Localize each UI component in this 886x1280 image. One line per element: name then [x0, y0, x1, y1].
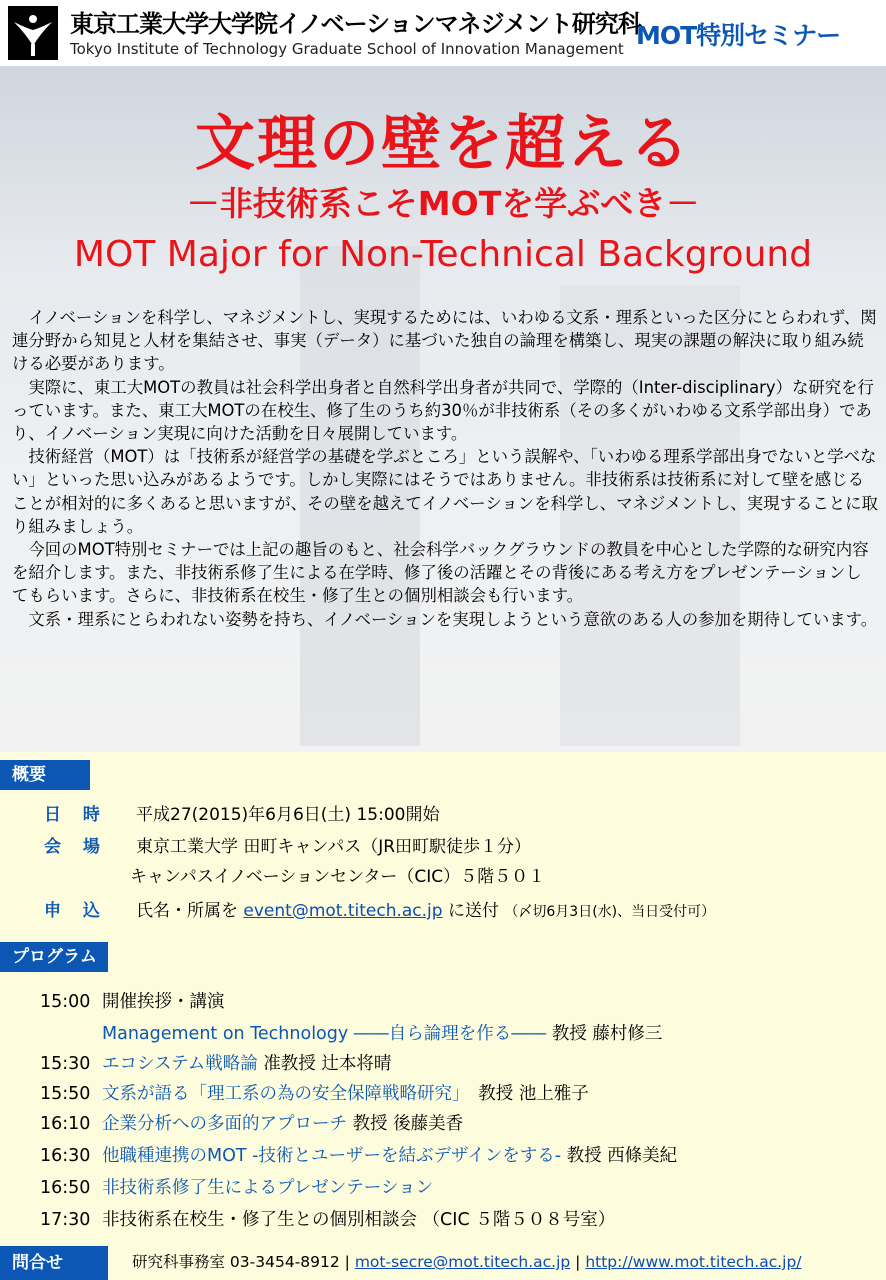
program-title: 開催挨拶・講演 [102, 992, 225, 1012]
program-item [40, 1174, 433, 1199]
contact-line [132, 1250, 802, 1272]
program-time: 15:50 [40, 1084, 91, 1104]
program-speaker: 教授 後藤美香 [352, 1114, 464, 1134]
program-time: 16:50 [40, 1178, 91, 1198]
program-item [40, 1110, 463, 1135]
venue-line-2: キャンパスイノベーションセンター（CIC）５階５０１ [130, 867, 546, 887]
program-speaker: 教授 池上雅子 [478, 1084, 589, 1104]
intro-text [12, 306, 878, 631]
program-item [102, 1020, 662, 1045]
program-title: 他職種連携のMOT -技術とユーザーを結ぶデザインをする- [102, 1146, 567, 1166]
program-speaker: 教授 藤村修三 [551, 1024, 663, 1044]
apply-suffix: に送付 [447, 901, 499, 921]
program-time: 15:30 [40, 1054, 91, 1074]
program-item [40, 988, 225, 1013]
venue-label: 会 場 [44, 837, 108, 857]
program-title: 非技術系修了生によるプレゼンテーション [102, 1178, 434, 1198]
overview-heading: 概要 [0, 760, 90, 790]
program-title: 文系が語る「理工系の為の安全保障戦略研究」 [102, 1084, 479, 1104]
program-title: Management on Technology ――自ら論理を作る―― [102, 1024, 552, 1044]
separator: | [344, 1253, 355, 1271]
date-value: 平成27(2015)年6月6日(土) 15:00開始 [136, 805, 440, 825]
intro-paragraph: イノベーションを科学し、マネジメントし、実現するためには、いわゆる文系・理系といった区分にとらわれず、関連分野から知見と人材を集結させ、事実（データ）に基づいた独自の論理を構築し、現実の課題の解決に取り組み続ける必要があります。 [12, 308, 877, 374]
program-speaker: 教授 西條美紀 [566, 1146, 678, 1166]
apply-deadline-note: （〆切6月3日(水)、当日受付可） [504, 904, 716, 920]
main-title: 文理の壁を超える [195, 109, 691, 179]
university-name-jp: 東京工業大学大学院イノベーションマネジメント研究科 [70, 10, 641, 38]
program-time: 16:30 [40, 1146, 91, 1166]
apply-email-link[interactable]: event@mot.titech.ac.jp [243, 901, 443, 921]
program-heading: プログラム [0, 942, 108, 972]
apply-label: 申 込 [44, 901, 108, 921]
program-title: 企業分析への多面的アプローチ [102, 1114, 353, 1134]
english-title: MOT Major for Non-Technical Background [73, 234, 813, 275]
program-item [40, 1050, 391, 1075]
contact-office: 研究科事務室 03-3454-8912 [132, 1253, 340, 1271]
page-header [0, 0, 886, 66]
intro-paragraph: 今回のMOT特別セミナーでは上記の趣旨のもと、社会科学バックグラウンドの教員を中心とした学際的な研究内容を紹介します。また、非技術系修了生による在学時、修了後の活躍とその背後にある考え方をプレゼンテーションしてもらいます。さらに、非技術系在校生・修了生との個別相談会も行います。 [12, 540, 869, 606]
separator: | [575, 1253, 586, 1271]
program-speaker: 准教授 辻本将晴 [263, 1054, 392, 1074]
intro-paragraph: 技術経営（MOT）は「技術系が経営学の基礎を学ぶところ」という誤解や、「いわゆる理系学部出身でないと学べない」といった思い込みがあるようです。しかし実際にはそうではありません。非技術系は技術系に対して壁を感じることが相対的に多くあると思いますが、その壁を越えてイノベーションを科学し、マネジメントし、実現することに取り組みましょう。 [12, 447, 878, 536]
contact-email-link[interactable]: mot-secre@mot.titech.ac.jp [354, 1253, 571, 1271]
program-title: エコシステム戦略論 [102, 1054, 264, 1074]
contact-heading: 問合せ [0, 1246, 108, 1280]
university-logo-icon [8, 6, 58, 60]
intro-paragraph: 文系・理系にとらわれない姿勢を持ち、イノベーションを実現しようという意欲のある人の参加を期待しています。 [28, 609, 878, 629]
program-item [40, 1206, 615, 1231]
seminar-label: MOT特別セミナー [636, 21, 841, 50]
apply-line [136, 896, 715, 921]
date-label: 日 時 [44, 805, 108, 825]
program-item [40, 1080, 589, 1105]
program-time: 16:10 [40, 1114, 91, 1134]
venue-line-1: 東京工業大学 田町キャンパス（JR田町駅徒歩１分） [136, 837, 532, 857]
website-link[interactable]: http://www.mot.titech.ac.jp/ [585, 1253, 802, 1271]
program-time: 15:00 [40, 992, 91, 1012]
subtitle: －非技術系こそMOTを学ぶべき－ [186, 184, 700, 223]
university-name-en: Tokyo Institute of Technology Graduate School of Innovation Management [70, 40, 624, 58]
program-time: 17:30 [40, 1210, 91, 1230]
program-item [40, 1142, 677, 1167]
program-title: 非技術系在校生・修了生との個別相談会 （CIC ５階５０８号室） [102, 1210, 616, 1230]
intro-paragraph: 実際に、東工大MOTの教員は社会科学出身者と自然科学出身者が共同で、学際的（Inter-disciplinary）な研究を行っています。また、東工大MOTの在校生、修了生のうち約30％が非技術系（その多くがいわゆる文系学部出身）であり、イノベーション実現に向けた活動を日々展開しています。 [12, 377, 874, 444]
apply-prefix: 氏名・所属を [136, 901, 238, 921]
